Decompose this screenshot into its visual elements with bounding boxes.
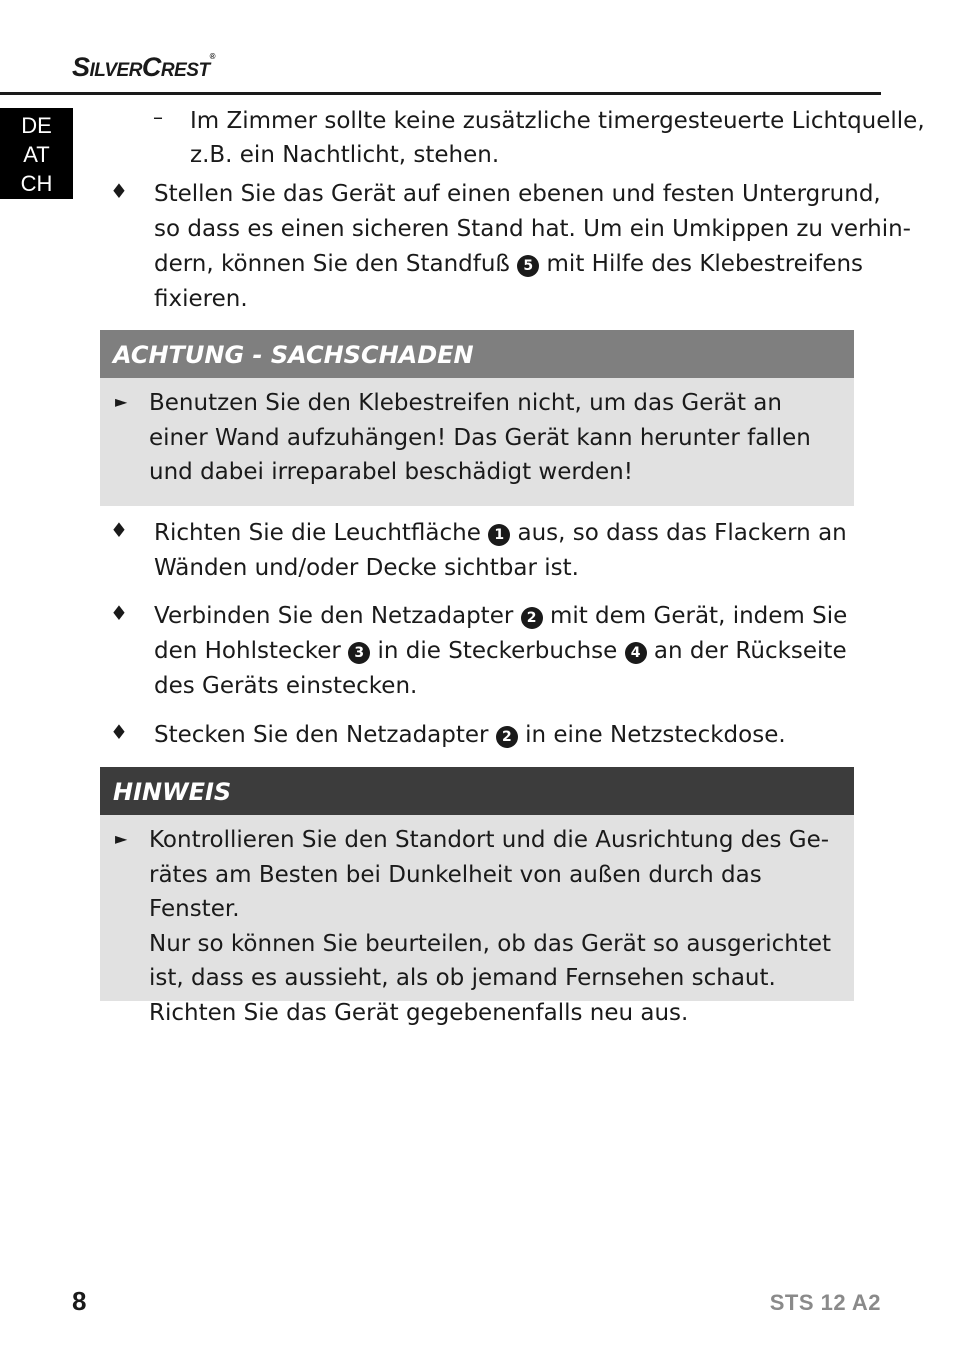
text-run: Stecken Sie den Netzadapter xyxy=(154,722,489,748)
note-title: HINWEIS xyxy=(100,767,854,815)
note-line: Nur so können Sie beurteilen, ob das Gerät so ausgerichtet xyxy=(149,930,832,957)
caution-line: einer Wand aufzuhängen! Das Gerät kann herunter fallen xyxy=(149,424,811,451)
bullet-line xyxy=(154,599,847,634)
dash-item xyxy=(190,104,925,173)
part-number-badge: 4 xyxy=(625,642,647,664)
text-run: dern, können Sie den Standfuß xyxy=(154,251,510,277)
caution-box xyxy=(100,330,854,506)
bullet-line: so dass es einen sicheren Stand hat. Um ein Umkippen zu verhin- xyxy=(154,216,911,242)
bullet-line: des Geräts einstecken. xyxy=(154,673,418,699)
caution-title: ACHTUNG - SACHSCHADEN xyxy=(100,330,854,378)
dash-marker: – xyxy=(153,105,163,129)
note-line: Kontrollieren Sie den Standort und die Ausrichtung des Ge- xyxy=(149,827,830,853)
bullet-line xyxy=(154,718,786,753)
note-text xyxy=(149,823,854,1031)
language-at: AT xyxy=(23,142,50,167)
text-run: mit dem Gerät, indem Sie xyxy=(549,603,848,629)
page-number: 8 xyxy=(72,1286,87,1316)
part-number-badge: 2 xyxy=(496,726,518,748)
bullet-item-plug-in xyxy=(154,718,786,753)
text-run: Richten Sie die Leuchtfläche xyxy=(154,520,481,546)
text-run: an der Rückseite xyxy=(653,638,847,664)
diamond-bullet-icon: ♦ xyxy=(110,518,128,542)
bullet-line xyxy=(154,634,847,669)
registered-mark: ® xyxy=(209,52,215,61)
note-box xyxy=(100,767,854,1026)
text-run: in eine Netzsteckdose. xyxy=(525,722,786,748)
text-run: den Hohlstecker xyxy=(154,638,341,664)
diamond-bullet-icon: ♦ xyxy=(110,179,128,203)
note-line: ist, dass es aussieht, als ob jemand Fernsehen schaut. xyxy=(149,965,776,992)
bullet-item-orientation xyxy=(154,516,847,586)
caution-line: Benutzen Sie den Klebestreifen nicht, um das Gerät an xyxy=(149,390,782,416)
part-number-badge: 5 xyxy=(517,255,539,277)
bullet-line: fixieren. xyxy=(154,286,248,312)
language-de: DE xyxy=(21,113,52,138)
header-divider xyxy=(0,92,881,95)
brand-logo xyxy=(72,52,215,83)
diamond-bullet-icon: ♦ xyxy=(110,601,128,625)
bullet-item-connect xyxy=(154,599,847,704)
part-number-badge: 3 xyxy=(348,642,370,664)
text-run: aus, so dass das Flackern an xyxy=(517,520,847,546)
bullet-item-placement xyxy=(154,177,911,317)
text-run: Verbinden Sie den Netzadapter xyxy=(154,603,514,629)
note-line: Richten Sie das Gerät gegebenenfalls neu aus. xyxy=(149,999,689,1026)
bullet-line: Wänden und/oder Decke sichtbar ist. xyxy=(154,555,579,581)
model-number: STS 12 A2 xyxy=(769,1290,881,1315)
caution-line: und dabei irreparabel beschädigt werden! xyxy=(149,459,633,485)
arrow-bullet-icon: ► xyxy=(115,392,128,411)
language-ch: CH xyxy=(20,171,53,196)
diamond-bullet-icon: ♦ xyxy=(110,720,128,744)
language-tab xyxy=(0,108,73,199)
bullet-line xyxy=(154,516,847,551)
part-number-badge: 2 xyxy=(521,607,543,629)
note-line: rätes am Besten bei Dunkelheit von außen durch das Fenster. xyxy=(149,861,762,923)
dash-item-line: Im Zimmer sollte keine zusätzliche timergesteuerte Lichtquelle, xyxy=(190,108,925,134)
text-run: in die Steckerbuchse xyxy=(377,638,618,664)
text-run: mit Hilfe des Klebestreifens xyxy=(546,251,864,277)
part-number-badge: 1 xyxy=(488,524,510,546)
bullet-line xyxy=(154,247,911,282)
brand-name: SilverCrest xyxy=(72,52,210,82)
caution-text xyxy=(149,386,811,490)
bullet-line: Stellen Sie das Gerät auf einen ebenen und festen Untergrund, xyxy=(154,181,881,207)
arrow-bullet-icon: ► xyxy=(115,829,128,848)
dash-item-line: z.B. ein Nachtlicht, stehen. xyxy=(190,142,500,168)
